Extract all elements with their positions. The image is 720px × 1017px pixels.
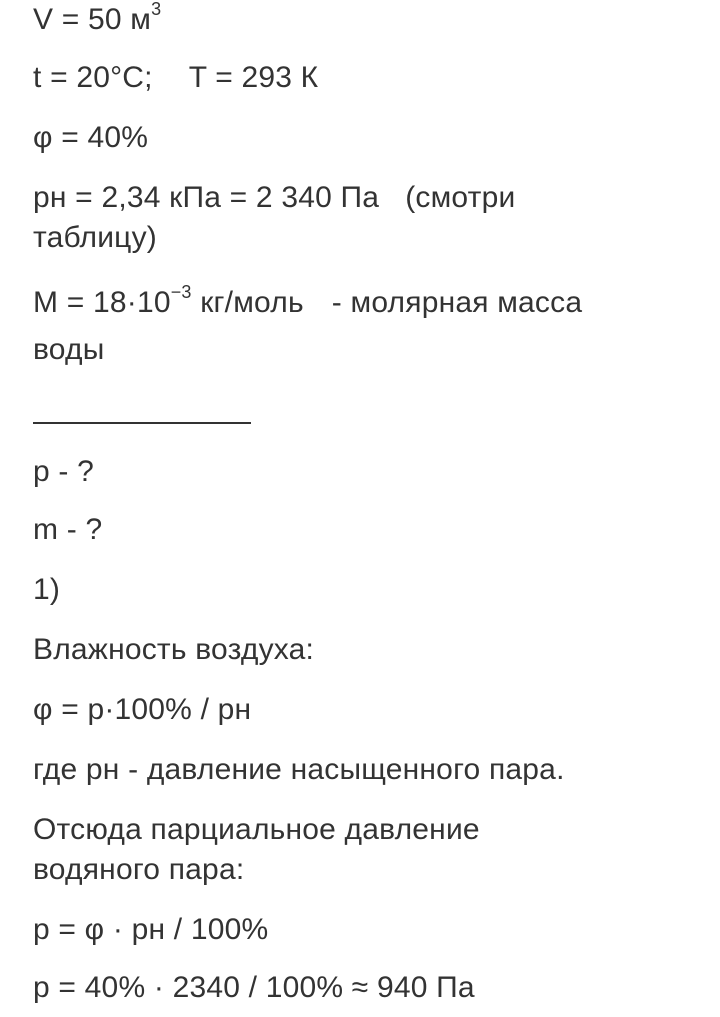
molar-mass-line-2 (33, 330, 105, 370)
saturated-pressure-line (33, 178, 515, 218)
molar-mass-text: M = 18·10 (33, 286, 171, 319)
step-number: 1) (33, 573, 61, 606)
molar-mass-note-cont: воды (33, 333, 105, 366)
volume-text: V = 50 м (33, 3, 152, 36)
temperature-line (33, 58, 318, 98)
hence-text-cont: водяного пара: (33, 853, 245, 886)
step-number-line (33, 570, 60, 610)
p-formula-line (33, 910, 268, 950)
hence-text: Отсюда парциальное давление (33, 813, 480, 846)
humidity-text: φ = 40% (33, 121, 149, 154)
humidity-title: Влажность воздуха: (33, 633, 315, 666)
p-calc: p = 40% · 2340 / 100% ≈ 940 Па (33, 971, 475, 1004)
find-p-text: p - ? (33, 455, 95, 488)
temperature-celsius: t = 20°C; (33, 61, 153, 94)
temperature-kelvin: T = 293 К (188, 61, 319, 94)
hence-line-2 (33, 850, 244, 890)
volume-exponent: 3 (151, 0, 162, 19)
humidity-formula-line (33, 690, 251, 730)
humidity-title-line (33, 630, 314, 670)
find-p-line (33, 452, 94, 492)
humidity-line (33, 118, 148, 158)
find-m-line (33, 510, 102, 550)
saturated-pressure-line-2 (33, 218, 157, 258)
volume-line (33, 0, 161, 43)
humidity-formula: φ = p·100% / pн (33, 693, 252, 726)
molar-mass-exponent: −3 (170, 282, 192, 302)
where-text: где pн - давление насыщенного пара. (33, 753, 565, 786)
saturated-pressure-note: (смотри (405, 181, 516, 214)
hence-line (33, 810, 480, 850)
where-line (33, 750, 565, 790)
saturated-pressure-text: pн = 2,34 кПа = 2 340 Па (33, 181, 380, 214)
find-m-text: m - ? (33, 513, 103, 546)
saturated-pressure-note-cont: таблицу) (33, 221, 157, 254)
molar-mass-note: - молярная масса (331, 286, 583, 319)
molar-mass-units: кг/моль (191, 286, 304, 319)
given-divider (33, 422, 251, 424)
molar-mass-line (33, 283, 582, 326)
p-formula: p = φ · pн / 100% (33, 913, 269, 946)
p-calc-line (33, 968, 475, 1008)
